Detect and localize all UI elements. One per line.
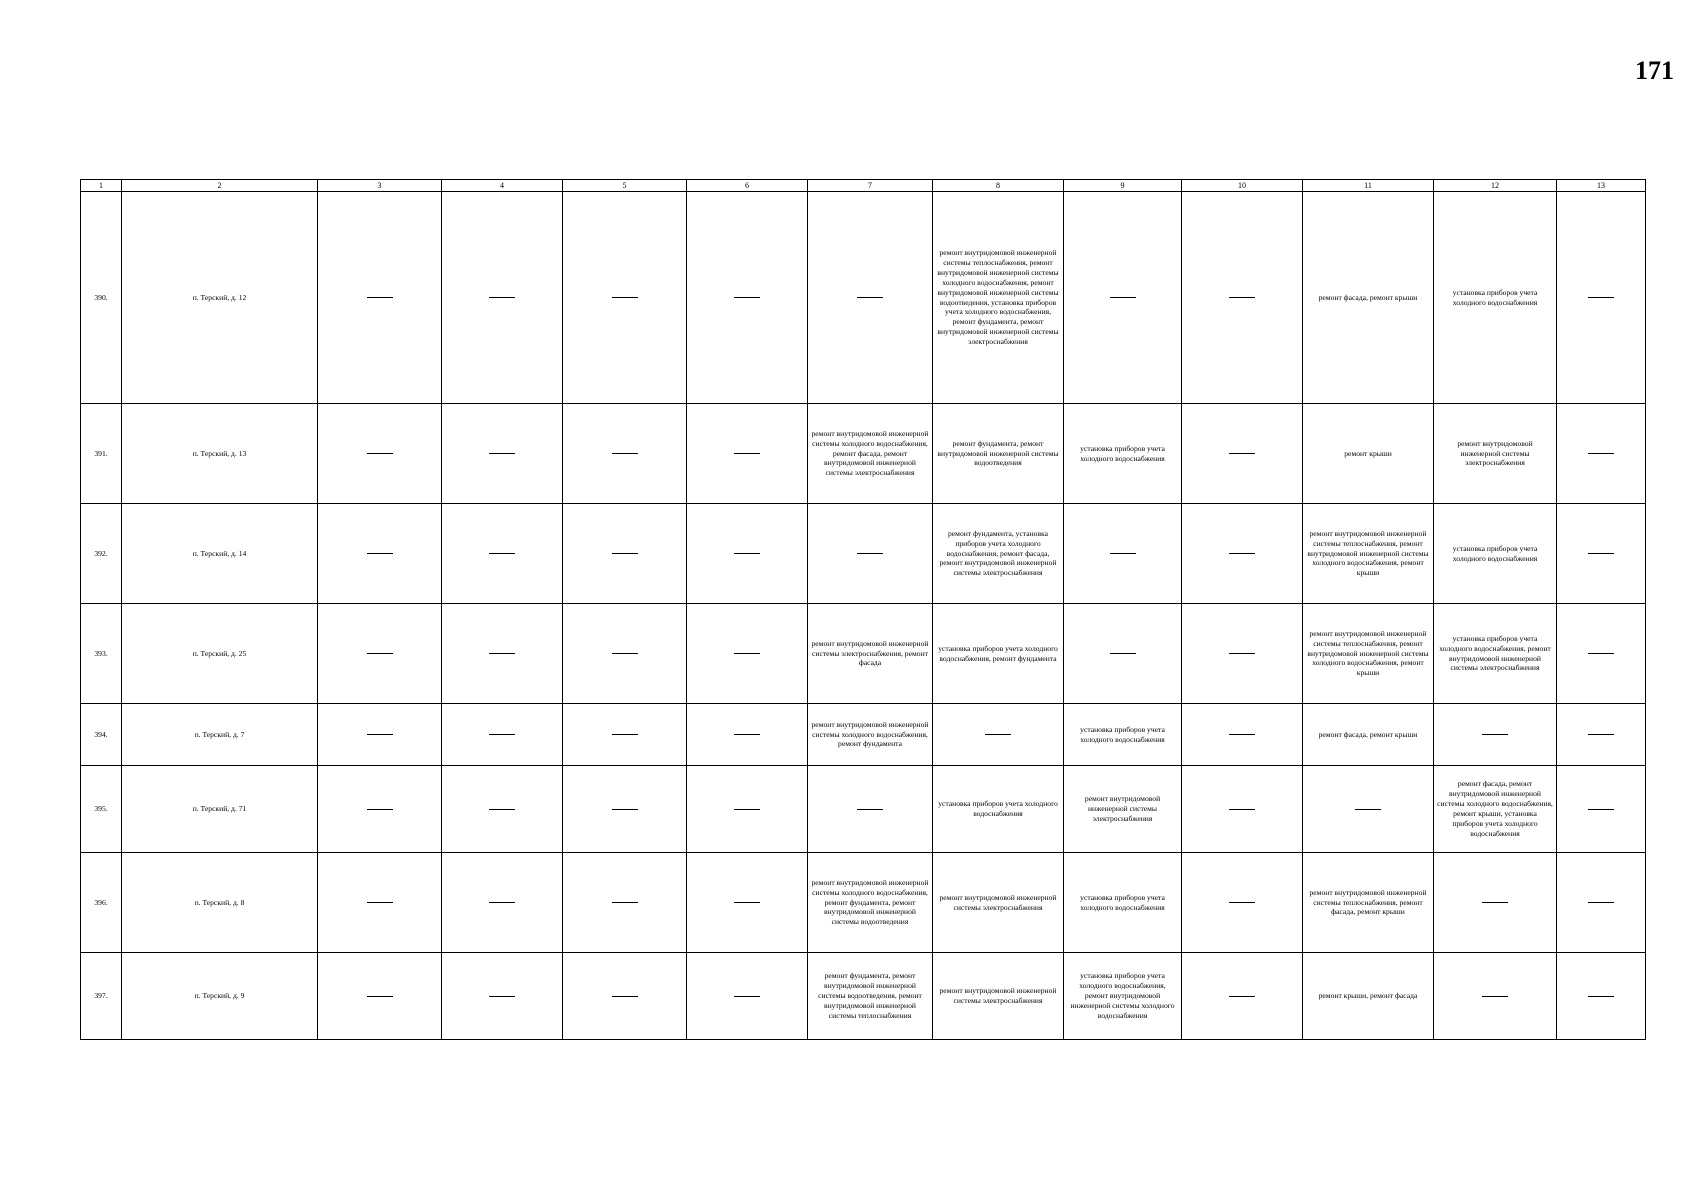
dash-mark <box>612 734 638 735</box>
dash-mark <box>734 734 760 735</box>
work-description-cell: ремонт крыши, ремонт фасада <box>1303 953 1434 1040</box>
empty-cell <box>1182 704 1303 766</box>
dash-mark <box>1229 996 1255 997</box>
empty-cell <box>563 504 687 604</box>
address-cell: п. Терский, д. 9 <box>122 953 318 1040</box>
column-header-8: 8 <box>933 180 1064 192</box>
work-description-cell: ремонт внутридомовой инженерной системы электроснабжения <box>1434 404 1557 504</box>
dash-mark <box>612 902 638 903</box>
dash-mark <box>489 902 515 903</box>
empty-cell <box>1182 192 1303 404</box>
work-description-cell: ремонт фасада, ремонт крыши <box>1303 704 1434 766</box>
row-number: 392. <box>81 504 122 604</box>
address-cell: п. Терский, д. 13 <box>122 404 318 504</box>
empty-cell <box>442 704 563 766</box>
empty-cell <box>687 853 808 953</box>
empty-cell <box>687 192 808 404</box>
empty-cell <box>1182 604 1303 704</box>
dash-mark <box>612 297 638 298</box>
dash-mark <box>367 297 393 298</box>
empty-cell <box>687 766 808 853</box>
work-description-cell: ремонт внутридомовой инженерной системы теплоснабжения, ремонт внутридомовой инженерной системы холодного водоснабжения, ремонт крыши <box>1303 504 1434 604</box>
empty-cell <box>442 953 563 1040</box>
dash-mark <box>1355 809 1381 810</box>
dash-mark <box>367 553 393 554</box>
dash-mark <box>1588 297 1614 298</box>
row-number: 393. <box>81 604 122 704</box>
work-description-cell: ремонт фасада, ремонт внутридомовой инженерной системы холодного водоснабжения, ремонт крыши, установка приборов учета холодного водоснабжения <box>1434 766 1557 853</box>
page-number: 171 <box>1635 56 1674 85</box>
table-row <box>81 853 1646 953</box>
empty-cell <box>563 404 687 504</box>
empty-cell <box>1434 953 1557 1040</box>
dash-mark <box>1110 297 1136 298</box>
empty-cell <box>687 504 808 604</box>
empty-cell <box>563 853 687 953</box>
empty-cell <box>1557 853 1646 953</box>
row-number: 394. <box>81 704 122 766</box>
empty-cell <box>808 192 933 404</box>
empty-cell <box>318 604 442 704</box>
dash-mark <box>857 809 883 810</box>
dash-mark <box>734 297 760 298</box>
work-description-cell: ремонт внутридомовой инженерной системы электроснабжения, ремонт фасада <box>808 604 933 704</box>
empty-cell <box>1557 192 1646 404</box>
dash-mark <box>1588 809 1614 810</box>
work-description-cell: установка приборов учета холодного водоснабжения <box>1064 704 1182 766</box>
empty-cell <box>442 766 563 853</box>
empty-cell <box>1064 504 1182 604</box>
work-description-cell: ремонт фундамента, ремонт внутридомовой инженерной системы водоотведения, ремонт внутридомовой инженерной системы теплоснабжения <box>808 953 933 1040</box>
dash-mark <box>734 809 760 810</box>
work-description-cell: установка приборов учета холодного водоснабжения, ремонт внутридомовой инженерной системы холодного водоснабжения <box>1064 953 1182 1040</box>
work-description-cell: ремонт внутридомовой инженерной системы теплоснабжения, ремонт внутридомовой инженерной системы холодного водоснабжения, ремонт внутридомовой инженерной системы водоотведения, установка приборов учета холодного водоснабжения, ремонт фундамента, ремонт внутридомовой инженерной системы электроснабжения <box>933 192 1064 404</box>
empty-cell <box>442 404 563 504</box>
work-description-cell: установка приборов учета холодного водоснабжения <box>1064 853 1182 953</box>
column-header-1: 1 <box>81 180 122 192</box>
dash-mark <box>1110 653 1136 654</box>
column-header-10: 10 <box>1182 180 1303 192</box>
table-body <box>81 192 1646 1040</box>
empty-cell <box>318 404 442 504</box>
row-number: 390. <box>81 192 122 404</box>
column-header-7: 7 <box>808 180 933 192</box>
empty-cell <box>1182 853 1303 953</box>
empty-cell <box>1434 704 1557 766</box>
column-header-2: 2 <box>122 180 318 192</box>
table-header <box>81 180 1646 192</box>
dash-mark <box>1229 297 1255 298</box>
work-description-cell: ремонт внутридомовой инженерной системы теплоснабжения, ремонт фасада, ремонт крыши <box>1303 853 1434 953</box>
address-cell: п. Терский, д. 71 <box>122 766 318 853</box>
empty-cell <box>1557 766 1646 853</box>
work-description-cell: ремонт внутридомовой инженерной системы электроснабжения <box>1064 766 1182 853</box>
dash-mark <box>489 653 515 654</box>
dash-mark <box>857 553 883 554</box>
empty-cell <box>318 504 442 604</box>
dash-mark <box>1229 809 1255 810</box>
empty-cell <box>1557 704 1646 766</box>
row-number: 396. <box>81 853 122 953</box>
dash-mark <box>612 553 638 554</box>
work-description-cell: установка приборов учета холодного водоснабжения <box>933 766 1064 853</box>
dash-mark <box>1110 553 1136 554</box>
work-description-cell: ремонт фундамента, ремонт внутридомовой инженерной системы водоотведения <box>933 404 1064 504</box>
dash-mark <box>1229 453 1255 454</box>
dash-mark <box>734 553 760 554</box>
empty-cell <box>687 404 808 504</box>
empty-cell <box>1557 504 1646 604</box>
dash-mark <box>1229 653 1255 654</box>
dash-mark <box>734 996 760 997</box>
dash-mark <box>734 453 760 454</box>
column-header-11: 11 <box>1303 180 1434 192</box>
dash-mark <box>1588 453 1614 454</box>
table-row <box>81 604 1646 704</box>
empty-cell <box>563 192 687 404</box>
empty-cell <box>1182 766 1303 853</box>
empty-cell <box>563 953 687 1040</box>
dash-mark <box>612 996 638 997</box>
table-row <box>81 192 1646 404</box>
column-header-3: 3 <box>318 180 442 192</box>
column-header-6: 6 <box>687 180 808 192</box>
dash-mark <box>367 996 393 997</box>
empty-cell <box>808 766 933 853</box>
empty-cell <box>318 766 442 853</box>
table-row <box>81 704 1646 766</box>
work-description-cell: установка приборов учета холодного водоснабжения, ремонт фундамента <box>933 604 1064 704</box>
empty-cell <box>442 604 563 704</box>
empty-cell <box>442 853 563 953</box>
empty-cell <box>1557 604 1646 704</box>
empty-cell <box>563 604 687 704</box>
work-description-cell: ремонт внутридомовой инженерной системы электроснабжения <box>933 853 1064 953</box>
dash-mark <box>367 734 393 735</box>
row-number: 391. <box>81 404 122 504</box>
dash-mark <box>985 734 1011 735</box>
table-row <box>81 766 1646 853</box>
empty-cell <box>442 192 563 404</box>
dash-mark <box>1229 553 1255 554</box>
column-header-13: 13 <box>1557 180 1646 192</box>
empty-cell <box>563 766 687 853</box>
dash-mark <box>612 453 638 454</box>
dash-mark <box>367 453 393 454</box>
dash-mark <box>1588 996 1614 997</box>
empty-cell <box>318 853 442 953</box>
empty-cell <box>687 704 808 766</box>
dash-mark <box>1588 553 1614 554</box>
dash-mark <box>1588 734 1614 735</box>
dash-mark <box>1482 996 1508 997</box>
empty-cell <box>318 192 442 404</box>
dash-mark <box>489 734 515 735</box>
dash-mark <box>1588 902 1614 903</box>
row-number: 395. <box>81 766 122 853</box>
column-header-5: 5 <box>563 180 687 192</box>
table-row <box>81 953 1646 1040</box>
dash-mark <box>1229 902 1255 903</box>
empty-cell <box>687 953 808 1040</box>
empty-cell <box>1434 853 1557 953</box>
dash-mark <box>1588 653 1614 654</box>
address-cell: п. Терский, д. 14 <box>122 504 318 604</box>
dash-mark <box>489 809 515 810</box>
dash-mark <box>734 902 760 903</box>
work-description-cell: установка приборов учета холодного водоснабжения <box>1434 504 1557 604</box>
dash-mark <box>367 902 393 903</box>
column-header-4: 4 <box>442 180 563 192</box>
work-description-cell: ремонт внутридомовой инженерной системы холодного водоснабжения, ремонт фундамента, ремонт внутридомовой инженерной системы водоотведения <box>808 853 933 953</box>
empty-cell <box>933 704 1064 766</box>
dash-mark <box>367 653 393 654</box>
work-description-cell: ремонт фундамента, установка приборов учета холодного водоснабжения, ремонт фасада, ремонт внутридомовой инженерной системы электроснабжения <box>933 504 1064 604</box>
empty-cell <box>1557 953 1646 1040</box>
work-description-cell: установка приборов учета холодного водоснабжения <box>1434 192 1557 404</box>
empty-cell <box>1182 953 1303 1040</box>
empty-cell <box>1557 404 1646 504</box>
empty-cell <box>1303 766 1434 853</box>
empty-cell <box>1064 192 1182 404</box>
table-row <box>81 404 1646 504</box>
dash-mark <box>1482 734 1508 735</box>
empty-cell <box>318 704 442 766</box>
dash-mark <box>489 297 515 298</box>
column-header-12: 12 <box>1434 180 1557 192</box>
empty-cell <box>687 604 808 704</box>
empty-cell <box>1182 404 1303 504</box>
work-description-cell: ремонт фасада, ремонт крыши <box>1303 192 1434 404</box>
dash-mark <box>489 453 515 454</box>
dash-mark <box>489 996 515 997</box>
dash-mark <box>489 553 515 554</box>
dash-mark <box>1482 902 1508 903</box>
empty-cell <box>1064 604 1182 704</box>
work-description-cell: ремонт крыши <box>1303 404 1434 504</box>
work-description-cell: ремонт внутридомовой инженерной системы холодного водоснабжения, ремонт фасада, ремонт внутридомовой инженерной системы электроснабжения <box>808 404 933 504</box>
dash-mark <box>734 653 760 654</box>
address-cell: п. Терский, д. 12 <box>122 192 318 404</box>
work-description-cell: ремонт внутридомовой инженерной системы электроснабжения <box>933 953 1064 1040</box>
work-description-cell: ремонт внутридомовой инженерной системы холодного водоснабжения, ремонт фундамента <box>808 704 933 766</box>
dash-mark <box>612 809 638 810</box>
empty-cell <box>318 953 442 1040</box>
empty-cell <box>808 504 933 604</box>
address-cell: п. Терский, д. 8 <box>122 853 318 953</box>
table-row <box>81 504 1646 604</box>
address-cell: п. Терский, д. 25 <box>122 604 318 704</box>
empty-cell <box>1182 504 1303 604</box>
work-description-cell: ремонт внутридомовой инженерной системы теплоснабжения, ремонт внутридомовой инженерной системы холодного водоснабжения, ремонт крыши <box>1303 604 1434 704</box>
work-description-cell: установка приборов учета холодного водоснабжения, ремонт внутридомовой инженерной системы электроснабжения <box>1434 604 1557 704</box>
repair-schedule-table <box>80 179 1646 1040</box>
row-number: 397. <box>81 953 122 1040</box>
column-header-9: 9 <box>1064 180 1182 192</box>
dash-mark <box>857 297 883 298</box>
empty-cell <box>563 704 687 766</box>
work-description-cell: установка приборов учета холодного водоснабжения <box>1064 404 1182 504</box>
dash-mark <box>1229 734 1255 735</box>
dash-mark <box>612 653 638 654</box>
dash-mark <box>367 809 393 810</box>
empty-cell <box>442 504 563 604</box>
address-cell: п. Терский, д. 7 <box>122 704 318 766</box>
